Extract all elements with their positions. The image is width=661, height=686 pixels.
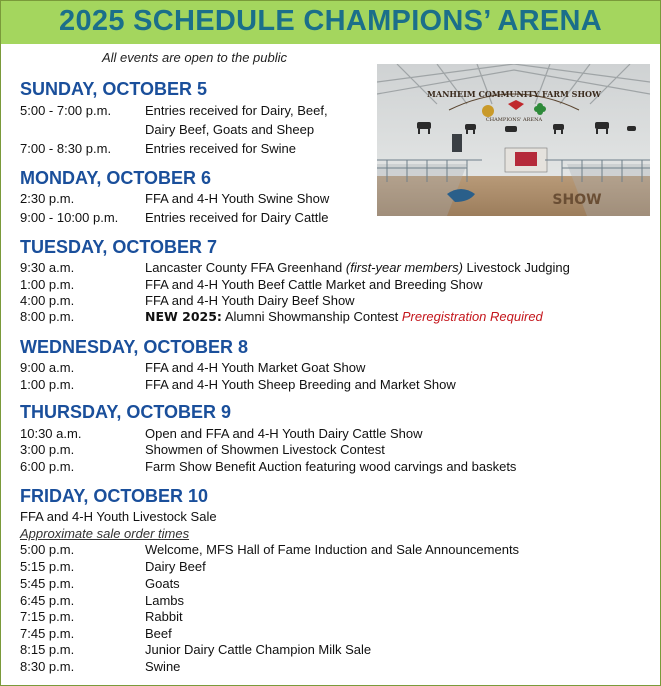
- event-time: 9:30 a.m.: [20, 260, 75, 275]
- event-time: 1:00 p.m.: [20, 377, 75, 392]
- day-heading: SUNDAY, OCTOBER 5: [20, 79, 208, 99]
- event-desc: Entries received for Swine: [145, 141, 297, 156]
- event-desc: Entries received for Dairy, Beef,: [145, 103, 328, 118]
- event-time: 8:00 p.m.: [20, 309, 75, 324]
- day-heading: MONDAY, OCTOBER 6: [20, 168, 212, 188]
- event-desc: Beef: [145, 626, 172, 641]
- event-time: 8:15 p.m.: [20, 642, 75, 657]
- event-desc: Junior Dairy Cattle Champion Milk Sale: [145, 642, 372, 657]
- event-desc: Lambs: [145, 593, 185, 608]
- event-desc: FFA and 4-H Youth Swine Show: [145, 191, 330, 206]
- new-badge: NEW 2025:: [145, 309, 222, 324]
- event-desc-main: Lancaster County FFA Greenhand: [145, 260, 346, 275]
- day-heading: TUESDAY, OCTOBER 7: [20, 237, 218, 257]
- arena-photo: [377, 64, 650, 216]
- event-desc: [145, 309, 543, 325]
- event-desc: Swine: [145, 659, 181, 674]
- event-time: 9:00 - 10:00 p.m.: [20, 210, 119, 225]
- event-desc: FFA and 4-H Youth Beef Cattle Market and Breeding Show: [145, 277, 483, 292]
- day-heading: THURSDAY, OCTOBER 9: [20, 402, 232, 422]
- event-desc: Dairy Beef, Goats and Sheep: [145, 122, 315, 137]
- preregistration-note: Preregistration Required: [401, 309, 543, 324]
- photo-sign-sub: CHAMPIONS' ARENA: [485, 117, 543, 123]
- event-time: 1:00 p.m.: [20, 277, 75, 292]
- event-time: 5:15 p.m.: [20, 559, 75, 574]
- event-desc: Dairy Beef: [145, 559, 206, 574]
- event-desc: Farm Show Benefit Auction featuring wood carvings and baskets: [145, 459, 517, 474]
- photo-floor-text: SHOW: [552, 192, 602, 208]
- event-desc: [145, 260, 570, 276]
- event-time: 7:00 - 8:30 p.m.: [20, 141, 112, 156]
- event-time: 5:00 - 7:00 p.m.: [20, 103, 112, 118]
- day-heading: FRIDAY, OCTOBER 10: [20, 486, 209, 506]
- event-desc: Entries received for Dairy Cattle: [145, 210, 329, 225]
- event-time: 7:15 p.m.: [20, 609, 75, 624]
- event-desc: FFA and 4-H Youth Sheep Breeding and Market Show: [145, 377, 456, 392]
- event-time: 3:00 p.m.: [20, 442, 75, 457]
- event-desc-note: (first-year members): [345, 260, 463, 275]
- event-time: 9:00 a.m.: [20, 360, 75, 375]
- event-desc-main: Alumni Showmanship Contest: [221, 309, 402, 324]
- event-time: 5:45 p.m.: [20, 576, 75, 591]
- event-desc: Rabbit: [145, 609, 183, 624]
- event-time: 5:00 p.m.: [20, 542, 75, 557]
- sale-note: Approximate sale order times: [20, 526, 190, 541]
- event-desc: Open and FFA and 4-H Youth Dairy Cattle Show: [145, 426, 423, 441]
- photo-sign-title: MANHEIM COMMUNITY FARM SHOW: [427, 89, 601, 99]
- event-desc: Welcome, MFS Hall of Fame Induction and Sale Announcements: [145, 542, 520, 557]
- event-desc: FFA and 4-H Youth Dairy Beef Show: [145, 293, 355, 308]
- event-desc: Goats: [145, 576, 180, 591]
- event-time: 4:00 p.m.: [20, 293, 75, 308]
- event-desc: Showmen of Showmen Livestock Contest: [145, 442, 385, 457]
- event-desc: FFA and 4-H Youth Market Goat Show: [145, 360, 366, 375]
- day-heading: WEDNESDAY, OCTOBER 8: [20, 337, 249, 357]
- event-time: 6:00 p.m.: [20, 459, 75, 474]
- subtitle: All events are open to the public: [102, 50, 288, 65]
- page-title: 2025 SCHEDULE CHAMPIONS’ ARENA: [59, 5, 602, 37]
- ffa-emblem-icon: [482, 105, 494, 117]
- event-time: 10:30 a.m.: [20, 426, 82, 441]
- event-time: 7:45 p.m.: [20, 626, 75, 641]
- title-banner: [1, 1, 660, 44]
- event-desc-end: Livestock Judging: [462, 260, 570, 275]
- event-time: 6:45 p.m.: [20, 593, 75, 608]
- event-time: 8:30 p.m.: [20, 659, 75, 674]
- event-time: 2:30 p.m.: [20, 191, 75, 206]
- sale-title: FFA and 4-H Youth Livestock Sale: [20, 509, 217, 524]
